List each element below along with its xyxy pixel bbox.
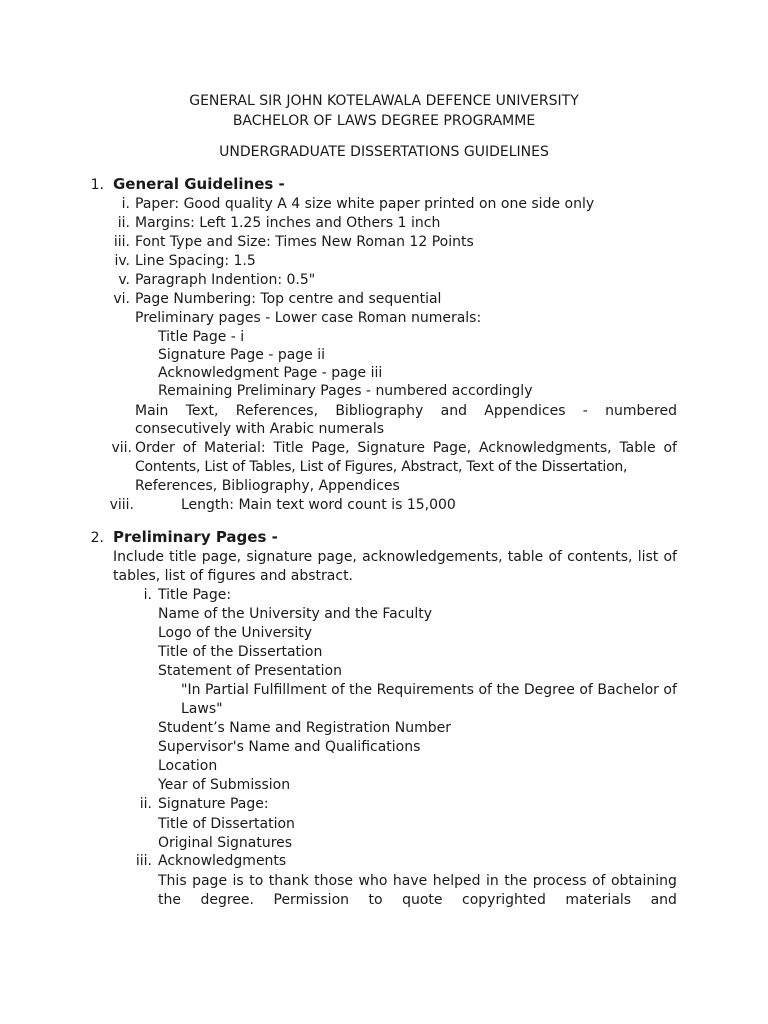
order-of-material-line: References, Bibliography, Appendices (135, 478, 400, 494)
acknowledgments-label: Acknowledgments (158, 853, 287, 869)
list-item: Page Numbering: Top centre and sequential (135, 291, 442, 307)
list-number: iii. (135, 853, 152, 869)
list-item: Margins: Left 1.25 inches and Others 1 inch (135, 215, 441, 231)
list-number: iii. (113, 234, 130, 250)
presentation-statement-line: "In Partial Fulfillment of the Requirements of the Degree of Bachelor of (181, 682, 677, 698)
list-number: v. (118, 272, 130, 288)
section1-heading: General Guidelines - (113, 175, 285, 193)
signature-page-item: Original Signatures (158, 835, 293, 851)
prelim-item: Remaining Preliminary Pages - numbered accordingly (158, 383, 533, 399)
prelim-intro: Preliminary pages - Lower case Roman numerals: (135, 310, 482, 326)
title-page-item: Title of the Dissertation (158, 644, 323, 660)
section2-heading: Preliminary Pages - (113, 528, 278, 546)
section2-intro-line: tables, list of figures and abstract. (113, 568, 354, 584)
main-text-line: Main Text, References, Bibliography and Appendices - numbered (135, 403, 677, 419)
main-text-line: consecutively with Arabic numerals (135, 421, 385, 437)
university-name: GENERAL SIR JOHN KOTELAWALA DEFENCE UNIVERSITY (189, 93, 579, 109)
list-number: ii. (139, 796, 152, 812)
signature-page-item: Title of Dissertation (158, 816, 295, 832)
list-number: viii. (109, 497, 134, 513)
document-title: UNDERGRADUATE DISSERTATIONS GUIDELINES (219, 144, 549, 160)
title-page-label: Title Page: (158, 587, 232, 603)
order-of-material-line: Contents, List of Tables, List of Figures, Abstract, Text of the Dissertation, (135, 459, 628, 475)
list-number: i. (121, 196, 130, 212)
list-item: Paragraph Indention: 0.5" (135, 272, 316, 288)
prelim-item: Title Page - i (158, 329, 245, 345)
section2-intro-line: Include title page, signature page, acknowledgements, table of contents, list of (113, 549, 677, 565)
acknowledgments-text-line: the degree. Permission to quote copyrighted materials and (158, 892, 677, 908)
prelim-item: Signature Page - page ii (158, 347, 326, 363)
order-of-material-line: Order of Material: Title Page, Signature Page, Acknowledgments, Table of (135, 440, 677, 456)
acknowledgments-text-line: This page is to thank those who have helped in the process of obtaining (158, 873, 677, 889)
programme-name: BACHELOR OF LAWS DEGREE PROGRAMME (232, 113, 536, 129)
signature-page-label: Signature Page: (158, 796, 269, 812)
section1-number: 1. (90, 177, 104, 193)
title-page-item: Name of the University and the Faculty (158, 606, 432, 622)
list-item: Length: Main text word count is 15,000 (181, 497, 456, 513)
title-page-item: Student’s Name and Registration Number (158, 720, 451, 736)
section2-number: 2. (90, 530, 104, 546)
list-number: vii. (111, 440, 132, 456)
list-number: iv. (114, 253, 130, 269)
title-page-item: Year of Submission (158, 777, 291, 793)
presentation-statement-line: Laws" (181, 701, 223, 717)
prelim-item: Acknowledgment Page - page iii (158, 365, 383, 381)
title-page-item: Statement of Presentation (158, 663, 342, 679)
title-page-item: Location (158, 758, 218, 774)
list-number: vi. (113, 291, 130, 307)
title-page-item: Logo of the University (158, 625, 313, 641)
list-item: Line Spacing: 1.5 (135, 253, 256, 269)
list-number: ii. (117, 215, 130, 231)
list-item: Paper: Good quality A 4 size white paper printed on one side only (135, 196, 595, 212)
title-page-item: Supervisor's Name and Qualifications (158, 739, 421, 755)
list-item: Font Type and Size: Times New Roman 12 Points (135, 234, 474, 250)
list-number: i. (143, 587, 152, 603)
